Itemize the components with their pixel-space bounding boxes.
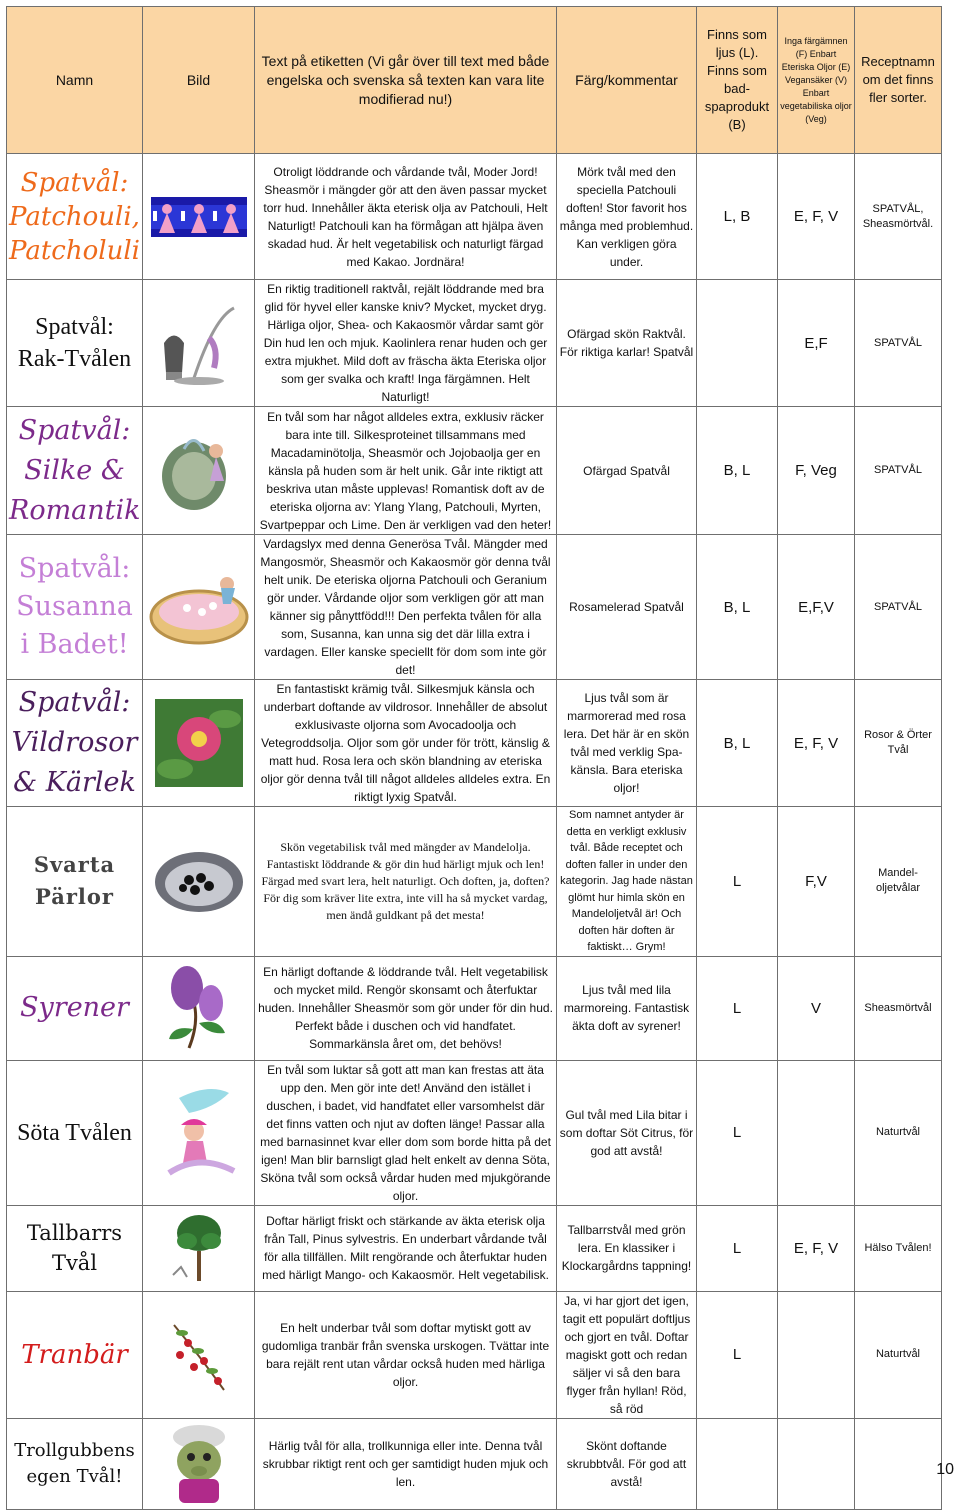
- product-description: En tvål som har något alldeles extra, exklusiv räcker bara inte till. Silkesproteinet tillsammans med Macadaminötolja, Sheasmör och Jojobaolja ger en känsla på huden som är helt unik. Går inte riktigt att beskriva utan måste upplevas! Romantisk doft av de eteriska oljorna av: Ylang Ylang, Patchouli, Myrten, Svartpeppar och Lime. Den är verkligen vad den heter!: [255, 407, 557, 535]
- product-color: Skönt doftande skrubbtvål. För god att avstå!: [557, 1418, 697, 1509]
- table-row: [7, 407, 942, 535]
- product-color: Ofärgad Spatvål: [557, 407, 697, 535]
- troll-image: [159, 1421, 239, 1507]
- product-inga: [778, 1291, 855, 1418]
- product-finns: L: [697, 807, 778, 957]
- flying-fairy-image: [159, 1083, 239, 1183]
- product-image: [143, 956, 255, 1060]
- product-inga: F, Veg: [778, 407, 855, 535]
- product-image: [143, 407, 255, 535]
- product-image: [143, 535, 255, 680]
- product-recipe: Naturtvål: [855, 1291, 942, 1418]
- table-row: [7, 1418, 942, 1509]
- product-name: Söta Tvålen: [7, 1060, 143, 1205]
- lilac-image: [159, 963, 239, 1053]
- table-row: [7, 154, 942, 280]
- product-inga: V: [778, 956, 855, 1060]
- product-color: Rosamelerad Spatvål: [557, 535, 697, 680]
- header-namn: Namn: [7, 7, 143, 154]
- product-name: Spatvål: Rak-Tvålen: [7, 280, 143, 407]
- product-finns: B, L: [697, 535, 778, 680]
- product-recipe: SPATVÅL: [855, 535, 942, 680]
- product-color: Gul tvål med Lila bitar i som doftar Söt Citrus, för god att avstå!: [557, 1060, 697, 1205]
- product-image: [143, 154, 255, 280]
- product-name: Spatvål: Silke & Romantik: [7, 407, 143, 535]
- header-bild: Bild: [143, 7, 255, 154]
- product-name: Syrener: [7, 956, 143, 1060]
- product-finns: L, B: [697, 154, 778, 280]
- product-description: En härligt doftande & löddrande tvål. Helt vegetabilisk och mycket mild. Rengör skonsamt och återfuktar huden. Innehåller Sheasmör som gör under för din hud. Perfekt både i duschen och vid handfatet. Sommarkänsla året om, det behövs!: [255, 956, 557, 1060]
- product-description: Vardagslyx med denna Generösa Tvål. Mängder med Mangosmör, Sheasmör och Kakaosmör gör denna tvål helt unik. De eteriska oljorna Patchouli och Geranium gör under. Vårdande oljor som verkligen gör att man känner sig pånyttfödd!!! Den perfekta tvålen för alla som, Susanna, kan unna sig det där lilla extra i vardagen. Eller kanske speciellt för dom som inte gör det!: [255, 535, 557, 680]
- product-description: Härlig tvål för alla, trollkunniga eller inte. Denna tvål skrubbar riktigt rent och ger samtidigt huden mjuk och len.: [255, 1418, 557, 1509]
- product-recipe: Hälso Tvålen!: [855, 1205, 942, 1291]
- product-inga: E,F: [778, 280, 855, 407]
- product-inga: E, F, V: [778, 154, 855, 280]
- product-name: Spatvål: Vildrosor & Kärlek: [7, 680, 143, 807]
- page-number: 10: [936, 1461, 954, 1478]
- header-inga: Inga färgämnen (F) Enbart Eteriska Oljor (E) Vegansäker (V) Enbart vegetabiliska oljor (Veg): [778, 7, 855, 154]
- header-text: Text på etiketten (Vi går över till text med både engelska och svenska så texten kan vara lite modifierad nu!): [255, 7, 557, 154]
- pine-tree-image: [167, 1211, 231, 1285]
- shaving-brush-image: [154, 298, 244, 388]
- product-finns: [697, 1418, 778, 1509]
- table-row: [7, 956, 942, 1060]
- product-image: [143, 680, 255, 807]
- product-recipe: Rosor & Örter Tvål: [855, 680, 942, 807]
- product-name: Spatvål: Patchouli, Patcholuli: [7, 154, 143, 280]
- table-row: [7, 680, 942, 807]
- product-recipe: SPATVÅL, Sheasmörtvål.: [855, 154, 942, 280]
- product-inga: [778, 1418, 855, 1509]
- table-row: [7, 535, 942, 680]
- product-image: [143, 280, 255, 407]
- header-row: [7, 7, 942, 154]
- table-row: [7, 807, 942, 957]
- table-row: [7, 280, 942, 407]
- product-finns: B, L: [697, 407, 778, 535]
- product-inga: [778, 1060, 855, 1205]
- product-finns: L: [697, 1060, 778, 1205]
- product-description: En tvål som luktar så gott att man kan frestas att äta upp den. Men gör inte det! Använd den istället i duschen, i badet, vid handfatet eller varsomhelst där det finns vatten och njut av doften länge! Passar alla med barnasinnet kvar eller dom som borde hitta på det igen! Man blir barnsligt glad helt enkelt av denna Söta, Sköna tvål som också vårdar huden med mjukgörande oljor.: [255, 1060, 557, 1205]
- product-table: [6, 6, 942, 1510]
- product-color: Ofärgad skön Raktvål. För riktiga karlar! Spatvål: [557, 280, 697, 407]
- product-name: Spatvål: Susanna i Badet!: [7, 535, 143, 680]
- product-name: Svarta Pärlor: [7, 807, 143, 957]
- wild-rose-image: [155, 699, 243, 787]
- product-finns: B, L: [697, 680, 778, 807]
- product-color: Ljus tvål som är marmorerad med rosa lera. Det här är en skön tvål med verklig Spa-känsla. Bara eteriska oljor!: [557, 680, 697, 807]
- product-color: Ja, vi har gjort det igen, tagit ett populärt doftljus och gjort en tvål. Doftar magiskt gott och redan säljer vi så den bara flyger från hyllan! Röd, så röd: [557, 1291, 697, 1418]
- product-color: Tallbarrstvål med grön lera. En klassiker i Klockargårdns tappning!: [557, 1205, 697, 1291]
- product-description: En helt underbar tvål som doftar mytiskt gott av gudomliga tranbär från svenska urskogen. Tvättar inte bara rejält rent utan vårdar också huden med härliga oljor.: [255, 1291, 557, 1418]
- table-row: [7, 1205, 942, 1291]
- product-recipe: SPATVÅL: [855, 407, 942, 535]
- product-finns: [697, 280, 778, 407]
- product-inga: E, F, V: [778, 680, 855, 807]
- product-inga: E, F, V: [778, 1205, 855, 1291]
- header-recept: Receptnamn om det finns fler sorter.: [855, 7, 942, 154]
- cranberry-image: [164, 1315, 234, 1395]
- product-description: Otroligt löddrande och vårdande tvål, Moder Jord! Sheasmör i mängder gör att den även passar mycket torr hud. Innehåller äkta eterisk olja av Patchouli, Helt Naturligt! Patchouli kan ha förmågan att hjälpa även skadad hud. Är helt vegetabilisk och naturligt färgad med Kakao. Jordnära!: [255, 154, 557, 280]
- product-description: Doftar härligt friskt och stärkande av äkta eterisk olja från Tall, Pinus sylvestris. En underbart vårdande tvål för alla tillfällen. Milt rengörande och återfuktar huden med härligt Mango- och Kakaosmör. Helt vegetabilisk.: [255, 1205, 557, 1291]
- table-row: [7, 1291, 942, 1418]
- product-inga: E,F,V: [778, 535, 855, 680]
- black-pearls-image: [153, 846, 245, 916]
- product-color: Som namnet antyder är detta en verkligt exklusiv tvål. Både receptet och doften faller in under den kategorin. Jag hade nästan glömt hur himla skön en Mandeloljetvål är! Och doften här doften är faktiskt… Grym!: [557, 807, 697, 957]
- product-recipe: Sheasmörtvål: [855, 956, 942, 1060]
- product-description: En riktig traditionell raktvål, rejält löddrande med bra glid för hyvel eller kanske kniv? Mycket, mycket dryg. Härliga oljor, Shea- och Kakaosmör vårdar samt gör Din hud len och mjuk. Kaolinlera renar huden och ger extra mjukhet. Mild doft av fräscha äkta Eteriska oljor som ger svalka och kraft! Inga färgämnen. Helt Naturligt!: [255, 280, 557, 407]
- product-recipe: [855, 1418, 942, 1509]
- product-name: Trollgubbens egen Tvål!: [7, 1418, 143, 1509]
- table-row: [7, 1060, 942, 1205]
- header-farg: Färg/kommentar: [557, 7, 697, 154]
- product-image: [143, 807, 255, 957]
- product-name: Tallbarrs Tvål: [7, 1205, 143, 1291]
- product-recipe: Naturtvål: [855, 1060, 942, 1205]
- product-recipe: Mandel-oljetvålar: [855, 807, 942, 957]
- product-name: Tranbär: [7, 1291, 143, 1418]
- product-finns: L: [697, 956, 778, 1060]
- dancing-figures-image: [151, 197, 247, 237]
- product-image: [143, 1205, 255, 1291]
- fairy-shell-image: [154, 421, 244, 521]
- product-description: Skön vegetabilisk tvål med mängder av Mandelolja. Fantastiskt löddrande & gör din hud härligt mjuk och len! Färgad med svart lera, helt naturligt. Och doften, ja, doften? För dig som kräver lite extra, inte vill ha så mycket vardag, men ändå guldkant på det mesta!: [255, 807, 557, 957]
- header-finns: Finns som ljus (L). Finns som bad-spaprodukt (B): [697, 7, 778, 154]
- product-recipe: SPATVÅL: [855, 280, 942, 407]
- product-image: [143, 1060, 255, 1205]
- bathtub-image: [147, 562, 251, 652]
- product-inga: F,V: [778, 807, 855, 957]
- product-color: Mörk tvål med den speciella Patchouli doften! Stor favorit hos många med problemhud. Kan verkligen göra under.: [557, 154, 697, 280]
- product-color: Ljus tvål med lila marmoreing. Fantastisk äkta doft av syrener!: [557, 956, 697, 1060]
- product-description: En fantastiskt krämig tvål. Silkesmjuk känsla och underbart doftande av vildrosor. Innehåller de absolut exklusivaste oljorna som Avocadoolja och Vetegroddsolja. Oljor som gör under för trött, känslig & matt hud. Rosa lera och skön blandning av eteriska oljor gör denna tvål till något alldeles alldeles extra. En riktigt lyxig Spatvål.: [255, 680, 557, 807]
- product-finns: L: [697, 1205, 778, 1291]
- product-image: [143, 1291, 255, 1418]
- product-finns: L: [697, 1291, 778, 1418]
- product-image: [143, 1418, 255, 1509]
